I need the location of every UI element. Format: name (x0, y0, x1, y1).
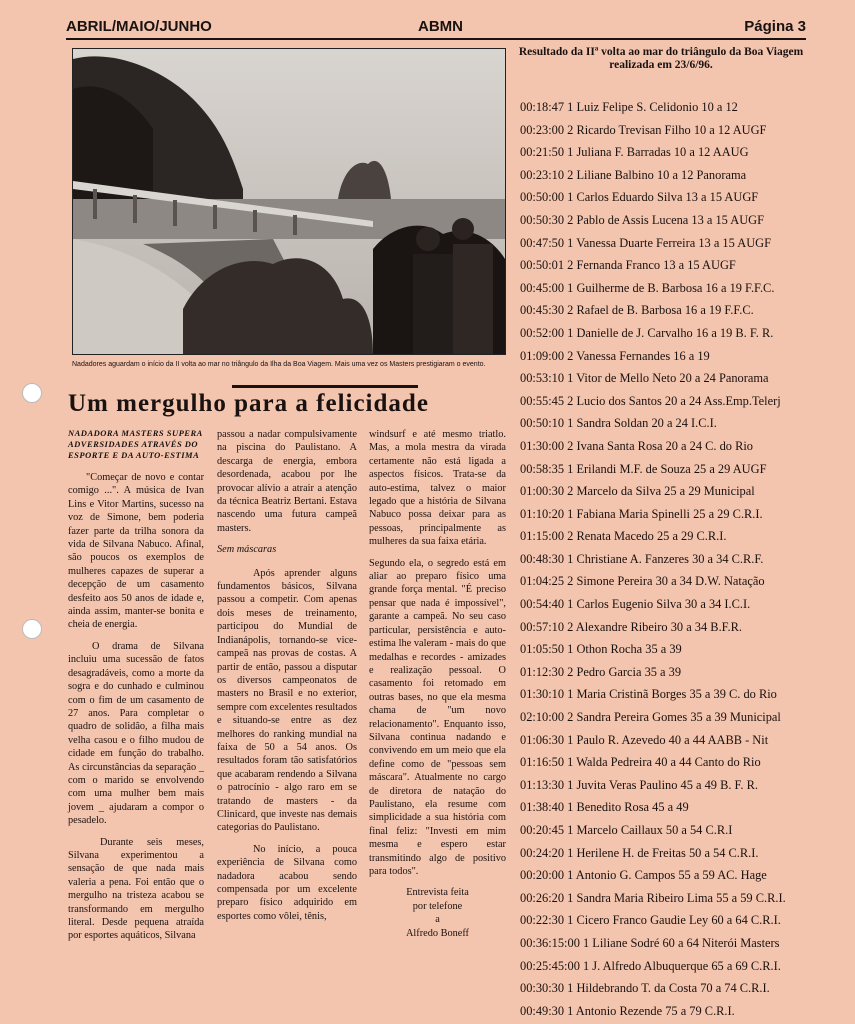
results-title: Resultado da IIª volta ao mar do triângulo da Boa Viagem realizada em 23/6/96. (518, 46, 804, 71)
result-row: 00:26:20 1 Sandra Maria Ribeiro Lima 55 a 59 C.R.I. (520, 890, 786, 905)
result-row: 00:54:40 1 Carlos Eugenio Silva 30 a 34 I.C.I. (520, 597, 751, 612)
result-row: 00:24:20 1 Herilene H. de Freitas 50 a 54 C.R.I. (520, 845, 759, 860)
result-row: 00:52:00 1 Danielle de J. Carvalho 16 a 19 B. F. R. (520, 325, 774, 340)
result-row: 00:23:00 2 Ricardo Trevisan Filho 10 a 12 AUGF (520, 122, 767, 137)
result-row: 00:57:10 2 Alexandre Ribeiro 30 a 34 B.F.R. (520, 619, 743, 634)
result-row: 01:06:30 1 Paulo R. Azevedo 40 a 44 AABB - Nit (520, 732, 769, 747)
result-row: 01:10:20 1 Fabiana Maria Spinelli 25 a 29 C.R.I. (520, 506, 763, 521)
article-paragraph: No início, a pouca experiência de Silvana como nadadora acabou sendo compensada por um excelente preparo físico adquirido em esportes como vôlei, tênis, (217, 843, 357, 922)
result-row: 01:13:30 1 Juvita Veras Paulino 45 a 49 B. F. R. (520, 777, 758, 792)
result-row: 01:38:40 1 Benedito Rosa 45 a 49 (520, 800, 689, 815)
result-row: 00:49:30 1 Antonio Rezende 75 a 79 C.R.I. (520, 1003, 735, 1018)
result-row: 00:21:50 1 Juliana F. Barradas 10 a 12 AAUG (520, 145, 749, 160)
result-row: 01:30:10 1 Maria Cristinã Borges 35 a 39 C. do Rio (520, 687, 777, 702)
result-row: 00:50:30 2 Pablo de Assis Lucena 13 a 15 AUGF (520, 212, 765, 227)
news-photo (72, 48, 506, 355)
result-row: 00:36:15:00 1 Liliane Sodré 60 a 64 Niterói Masters (520, 935, 780, 950)
credit-line: a (435, 914, 440, 926)
page-number: Página 3 (744, 18, 806, 35)
headline-rule (232, 385, 418, 388)
result-row: 00:45:00 1 Guilherme de B. Barbosa 16 a 19 F.F.C. (520, 280, 775, 295)
article-column-1 (68, 428, 204, 951)
result-row: 00:20:45 1 Marcelo Caillaux 50 a 54 C.R.I (520, 823, 733, 837)
result-row: 01:12:30 2 Pedro Garcia 35 a 39 (520, 664, 682, 679)
article-column-3 (369, 428, 506, 940)
result-row: 00:55:45 2 Lucio dos Santos 20 a 24 Ass.Emp.Telerj (520, 393, 781, 408)
result-row: 00:18:47 1 Luiz Felipe S. Celidonio 10 a 12 (520, 100, 738, 114)
article-paragraph: "Começar de novo e contar comigo ...". A música de Ivan Lins e Vitor Martins, sucesso na voz de Simone, bem poderia fazer parte da trilha sonora da vida de Silvana Nabuco. Afinal, são poucos os exemplos de mulheres capazes de superar a decepção de um casamento desfeito aos 50 anos de idade e, ainda assim, manter-se bonita e cheia de energia. (68, 472, 204, 631)
credit-line: por telefone (412, 900, 463, 912)
result-row: 00:45:30 2 Rafael de B. Barbosa 16 a 19 F.F.C. (520, 303, 754, 318)
article-paragraph: Após aprender alguns fundamentos básicos, Silvana passou a competir. Com apenas dois meses de treinamento, participou do Mundial de Indianápolis, tornando-se vice-campeã nas provas de costas. A partir de então, passou a disputar os diversos campeonatos de masters no Brasil e no exterior, sempre com excelentes resultados e situando-se entre as dez melhores do ranking mundial na faixa de 50 a 54 anos. Os resultados foram tão satisfatórios que acabaram rendendo a Silvana o patrocínio - algo raro em se tratando de masters - da Clinicard, que investe nas demais categorias do Paulistano. (217, 567, 357, 834)
result-row: 00:25:45:00 1 J. Alfredo Albuquerque 65 a 69 C.R.I. (520, 958, 781, 973)
beach-scene-illustration (73, 49, 505, 354)
article-paragraph: Segundo ela, o segredo está em aliar ao preparo físico uma grande força mental. "É preciso pensar que nada é impossível", garante a campeã. No seu caso particular, persistência e auto-estima lhe valeram - mais do que medalhas e recordes - amizades e realização pessoal. O casamento foi retomado em outras bases, no que ela mesma chama de "um novo relacionamento". Enquanto isso, Silvana continua nadando e convivendo em um meio que ela define como de "pessoas sem máscara". Atualmente no cargo de diretora de natação do Paulistano, ela resume com simplicidade a sua história com final feliz: "Investi em mim mesma e espero estar transmitindo algo de positivo para todos". (369, 557, 506, 877)
article-headline: Um mergulho para a felicidade (68, 390, 429, 417)
result-row: 00:47:50 1 Vanessa Duarte Ferreira 13 a 15 AUGF (520, 235, 771, 250)
result-row: 02:10:00 2 Sandra Pereira Gomes 35 a 39 Municipal (520, 710, 781, 725)
result-row: 01:05:50 1 Othon Rocha 35 a 39 (520, 642, 682, 657)
result-row: 01:30:00 2 Ivana Santa Rosa 20 a 24 C. do Rio (520, 438, 753, 453)
photo-caption: Nadadores aguardam o início da II volta ao mar no triângulo da Ilha da Boa Viagem. Mais uma vez os Masters prestigiaram o evento. (72, 361, 486, 368)
article-column-2 (217, 428, 357, 931)
binder-hole-bottom (22, 619, 42, 639)
article-kicker: NADADORA MASTERS SUPERA ADVERSIDADES ATRAVÉS DO ESPORTE E DA AUTO-ESTIMA (68, 428, 203, 460)
result-row: 00:58:35 1 Erilandi M.F. de Souza 25 a 29 AUGF (520, 461, 767, 476)
article-paragraph: O drama de Silvana incluiu uma sucessão de fatos desagradáveis, como a morte da sogra e do cunhado e culminou com o fim de um casamento de 27 anos. Para completar o quadro de solidão, a filha mais velha casou e o filho mudou de cidade em função do trabalho. As circunstâncias da separação _ com o marido se envolvendo com uma mulher bem mais jovem _ ajudaram a compor o pesadelo. (68, 640, 204, 827)
result-row: 01:16:50 1 Walda Pedreira 40 a 44 Canto do Rio (520, 755, 761, 770)
result-row: 00:30:30 1 Hildebrando T. da Costa 70 a 74 C.R.I. (520, 981, 770, 996)
result-row: 01:04:25 2 Simone Pereira 30 a 34 D.W. Natação (520, 574, 765, 589)
header-rule (66, 38, 806, 40)
result-row: 00:53:10 1 Vitor de Mello Neto 20 a 24 Panorama (520, 371, 769, 386)
result-row: 01:00:30 2 Marcelo da Silva 25 a 29 Municipal (520, 484, 755, 499)
result-row: 00:20:00 1 Antonio G. Campos 55 a 59 AC. Hage (520, 868, 767, 883)
page-header (66, 18, 806, 40)
result-row: 00:48:30 1 Christiane A. Fanzeres 30 a 34 C.R.F. (520, 551, 764, 566)
article-paragraph: passou a nadar compulsivamente na piscina do Paulistano. A descarga de energia, embora desordenada, acabou por lhe provocar alívio a atrair a atenção da técnica Beatriz Bertani. Estava nascendo uma futura campeã masters. (217, 429, 357, 534)
results-list (520, 96, 820, 1022)
result-row: 00:50:01 2 Fernanda Franco 13 a 15 AUGF (520, 258, 736, 273)
publication-name: ABMN (418, 18, 463, 35)
credit-line: Alfredo Boneff (405, 927, 469, 939)
result-row: 01:09:00 2 Vanessa Fernandes 16 a 19 (520, 348, 710, 363)
result-row: 00:50:00 1 Carlos Eduardo Silva 13 a 15 AUGF (520, 190, 759, 205)
result-row: 00:50:10 1 Sandra Soldan 20 a 24 I.C.I. (520, 416, 717, 431)
article-credit (369, 886, 506, 940)
result-row: 01:15:00 2 Renata Macedo 25 a 29 C.R.I. (520, 529, 727, 544)
credit-line: Entrevista feita (406, 887, 469, 899)
article-paragraph: Durante seis meses, Silvana experimentou a sensação de que nada mais valeria a pena. Foi então que o mergulho na tristeza acabou se transformando em mergulho literal. Desde pequena atraída por esportes aquáticos, Silvana (68, 836, 204, 942)
result-row: 00:22:30 1 Cicero Franco Gaudie Ley 60 a 64 C.R.I. (520, 913, 781, 928)
binder-hole-top (22, 383, 42, 403)
issue-date: ABRIL/MAIO/JUNHO (66, 18, 212, 35)
article-subhead: Sem máscaras (217, 544, 277, 556)
result-row: 00:23:10 2 Liliane Balbino 10 a 12 Panorama (520, 167, 747, 182)
article-paragraph: windsurf e até mesmo triatlo. Mas, a mola mestra da virada certamente não está ligada a aspectos físicos. Trata-se da auto-estima, talvez o maior legado que a história de Silvana Nabuco possa deixar para as pessoas, principalmente as mulheres da sua faixa etária. (369, 429, 506, 548)
